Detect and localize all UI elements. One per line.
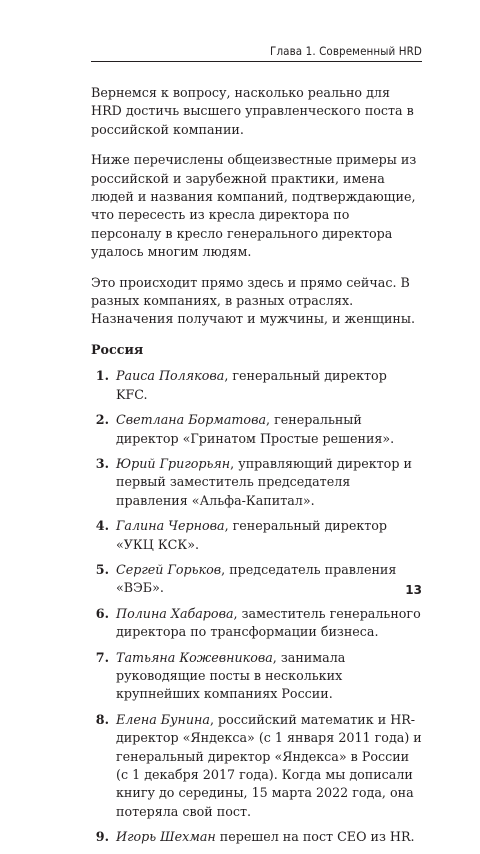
person-name: Галина Чернова — [116, 518, 225, 534]
running-head: Глава 1. Современный HRD — [270, 44, 422, 58]
person-description: , российский математик и HR-директор «Яндекса» (с 1 января 2011 года) и генеральный директор «Яндекса» в России (с 1 декабря 2017 года). Когда мы дописали книгу до середины, 15 марта 2022 года, она потеряла свой пост. — [116, 711, 422, 819]
header-rule — [91, 61, 422, 62]
paragraph: Вернемся к вопросу, насколько реально для HRD достичь высшего управленческого поста в российской компании. — [91, 85, 414, 137]
person-name: Юрий Григорьян — [116, 455, 231, 471]
page-body — [91, 84, 422, 854]
person-description: , генеральный директор «УКЦ КСК». — [116, 518, 388, 552]
list-item — [91, 561, 422, 598]
person-description: , председатель правления «ВЭБ». — [116, 561, 397, 596]
person-name: Сергей Горьков — [116, 561, 222, 577]
page-number: 13 — [405, 583, 422, 597]
section-title: Россия — [91, 341, 144, 357]
person-description: , генеральный директор KFC. — [116, 368, 387, 402]
list-number: 7. — [95, 649, 109, 665]
list-item — [91, 605, 422, 642]
person-description: , заместитель генерального директора по трансформации бизнеса. — [116, 605, 421, 640]
list-number: 5. — [95, 561, 109, 577]
person-description: , управляющий директор и первый заместитель председателя правления «Альфа-Капитал». — [116, 455, 412, 508]
person-name: Полина Хабарова — [116, 605, 234, 621]
list-item — [91, 517, 422, 554]
list-number: 9. — [95, 829, 109, 845]
list-number: 3. — [95, 455, 109, 471]
list-item — [91, 367, 422, 404]
list-number: 6. — [95, 605, 109, 621]
person-name: Елена Бунина — [116, 711, 210, 727]
list-number: 4. — [95, 518, 109, 534]
list-item — [91, 828, 422, 846]
list-number: 8. — [95, 711, 109, 727]
person-name: Татьяна Кожевникова — [116, 649, 273, 665]
list-item — [91, 711, 422, 821]
list-number: 2. — [95, 412, 109, 428]
list-item — [91, 411, 422, 448]
paragraph: Это происходит прямо здесь и прямо сейчас. В разных компаниях, в разных отраслях. Назначения получают и мужчины, и женщины. — [91, 274, 416, 327]
person-description: , занимала руководящие посты в нескольких крупнейших компаниях России. — [116, 649, 346, 702]
list-item — [91, 649, 422, 704]
person-description: , генеральный директор «Гринатом Простые решения». — [116, 412, 395, 446]
person-name: Игорь Шехман — [116, 829, 216, 845]
examples-list — [91, 367, 422, 846]
person-description: перешел на пост CEO из HR. — [215, 829, 415, 845]
paragraph: Ниже перечислены общеизвестные примеры из российской и зарубежной практики, имена людей и названия компаний, подтверждающие, что пересесть из кресла директора по персоналу в кресло генерального директора удалось многим людям. — [91, 152, 417, 260]
list-number: 1. — [95, 368, 109, 384]
person-name: Раиса Полякова — [116, 368, 225, 384]
person-name: Светлана Борматова — [116, 412, 267, 428]
list-item — [91, 455, 422, 510]
